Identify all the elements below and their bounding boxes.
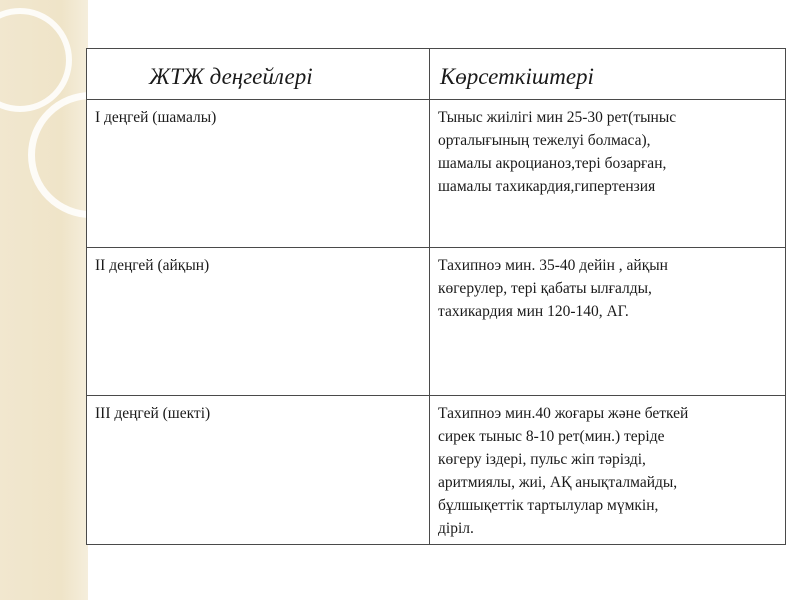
indicators-cell xyxy=(430,100,786,248)
indicator-line: шамалы тахикардия,гипертензия xyxy=(438,178,656,195)
level-cell: ІІ деңгей (айқын) xyxy=(87,248,430,396)
severity-table xyxy=(86,48,786,545)
indicator-line: сирек тыныс 8-10 рет(мин.) теріде xyxy=(438,428,665,445)
indicator-line: Тахипноэ мин. 35-40 дейін , айқын xyxy=(438,257,668,274)
indicator-line: бұлшықеттік тартылулар мүмкін, xyxy=(438,497,659,514)
indicator-line: көгеру іздері, пульс жіп тәрізді, xyxy=(438,451,646,468)
level-cell: ІІІ деңгей (шекті) xyxy=(87,396,430,545)
decorative-ring xyxy=(0,8,72,112)
indicator-line: орталығының тежелуі болмаса), xyxy=(438,132,651,149)
indicator-line: Тахипноэ мин.40 жоғары және беткей xyxy=(438,405,689,422)
indicator-line: көгерулер, тері қабаты ылғалды, xyxy=(438,280,652,297)
indicator-line: тахикардия мин 120-140, АГ. xyxy=(438,303,629,320)
column-header-indicators: Көрсеткіштері xyxy=(430,49,786,100)
indicator-line: Тыныс жиілігі мин 25-30 рет(тыныс xyxy=(438,109,677,126)
table-row xyxy=(87,100,786,248)
decorative-side-band xyxy=(0,0,88,600)
indicator-line: діріл. xyxy=(438,520,474,537)
table-header-row xyxy=(87,49,786,100)
indicators-cell xyxy=(430,396,786,545)
column-header-levels: ЖТЖ деңгейлері xyxy=(87,49,430,100)
table-row xyxy=(87,248,786,396)
table-row xyxy=(87,396,786,545)
level-cell: І деңгей (шамалы) xyxy=(87,100,430,248)
indicators-cell xyxy=(430,248,786,396)
indicator-line: шамалы акроцианоз,тері бозарған, xyxy=(438,155,667,172)
indicator-line: аритмиялы, жиі, АҚ анықталмайды, xyxy=(438,474,678,491)
